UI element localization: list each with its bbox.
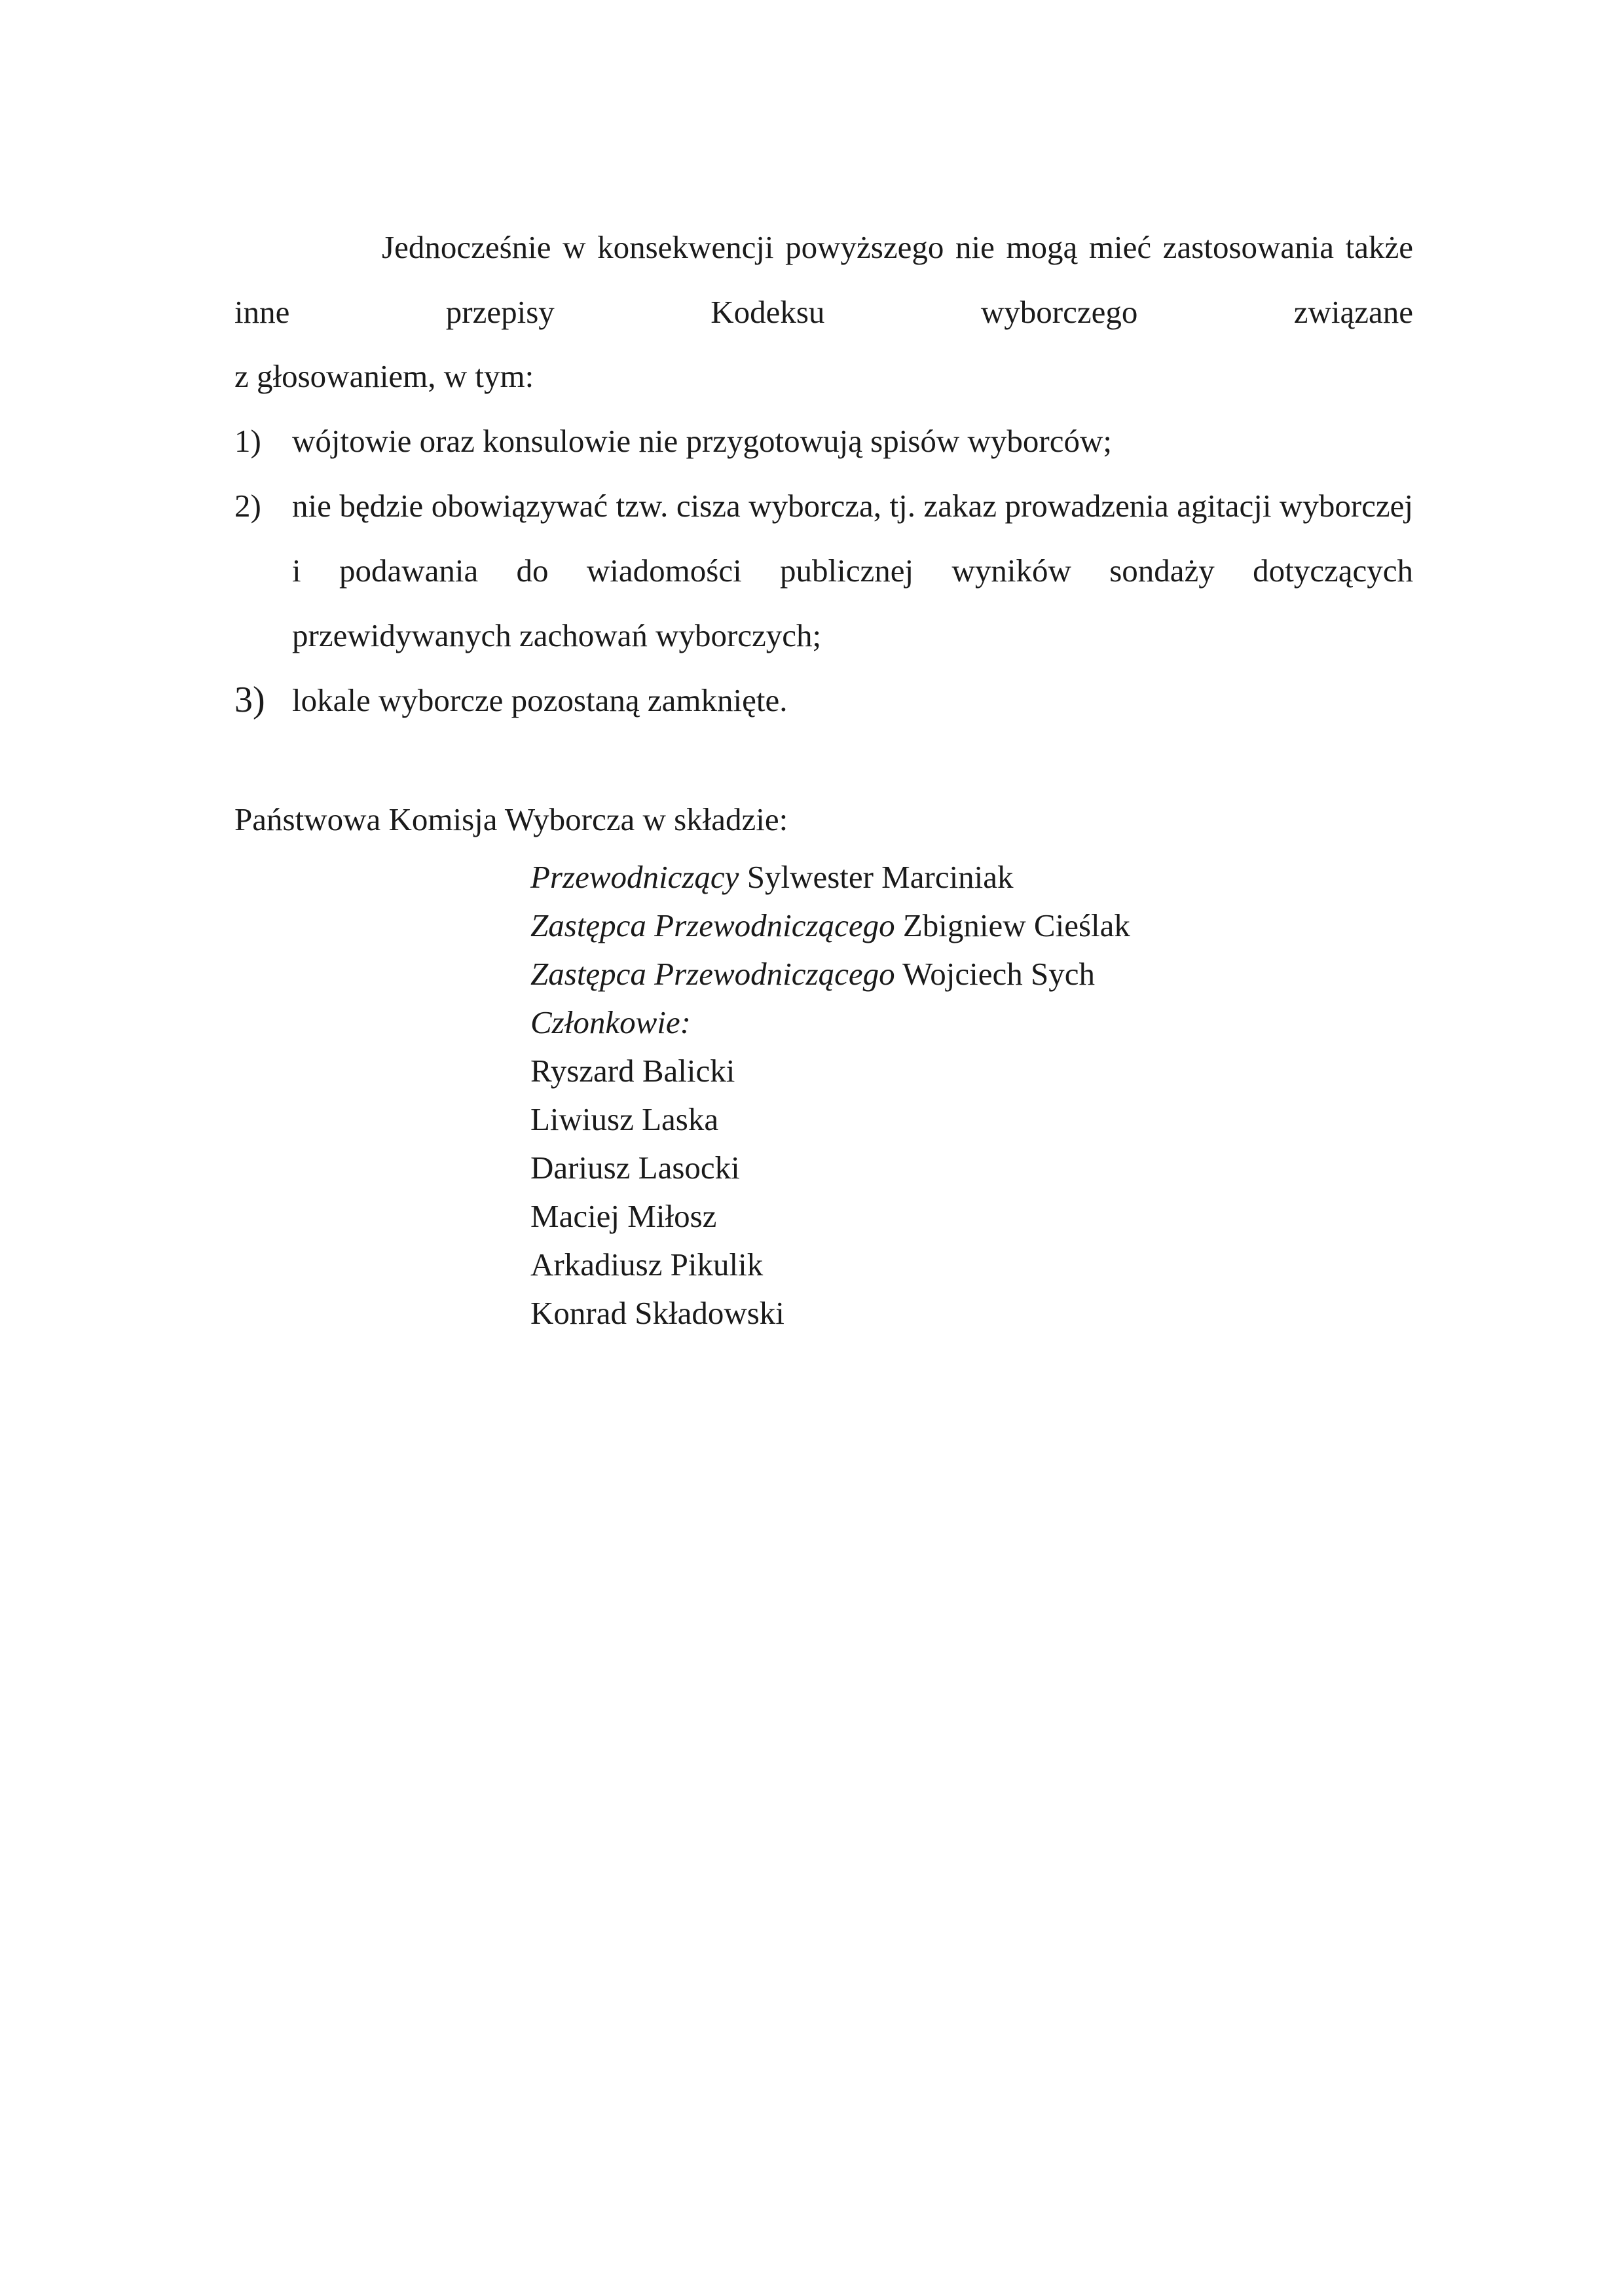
role-label: Przewodniczący [530, 859, 739, 895]
member-name: Liwiusz Laska [530, 1101, 719, 1137]
person-name: Wojciech Sych [902, 956, 1096, 992]
list-text: lokale wyborcze pozostaną zamknięte. [292, 682, 788, 718]
member-name: Arkadiusz Pikulik [530, 1247, 764, 1283]
role-label: Zastępca Przewodniczącego [530, 907, 895, 943]
paragraph-intro-end: z głosowaniem, w tym: [234, 358, 534, 394]
members-label: Członkowie: [530, 1004, 691, 1040]
person-name: Sylwester Marciniak [747, 859, 1014, 895]
person-name: Zbigniew Cieślak [902, 907, 1130, 943]
deputy-line [530, 902, 1130, 950]
member-name: Ryszard Balicki [530, 1053, 735, 1089]
list-number: 3) [234, 680, 265, 720]
list-item [234, 668, 1413, 733]
commission-composition [530, 853, 1130, 1338]
list-number: 2) [234, 488, 261, 524]
commission-header: Państwowa Komisja Wyborcza w składzie: [234, 801, 788, 837]
member-name: Dariusz Lasocki [530, 1150, 740, 1186]
list-text: nie będzie obowiązywać tzw. cisza wyborcza, tj. zakaz prowadzenia agitacji wyborczej i podawania do wiadomości publicznej wyników sondaży dotyczących przewidywanych zachowań wyborczych; [292, 488, 1413, 653]
deputy-line [530, 950, 1130, 998]
list-item [234, 409, 1413, 473]
member-name: Maciej Miłosz [530, 1198, 717, 1234]
list-number: 1) [234, 423, 261, 459]
role-label: Zastępca Przewodniczącego [530, 956, 895, 992]
paragraph-intro: Jednocześnie w konsekwencji powyższego nie mogą mieć zastosowania także inne przepisy Kodeksu wyborczego związane [234, 229, 1413, 330]
member-name: Konrad Składowski [530, 1295, 784, 1331]
chair-line [530, 853, 1130, 902]
list-item [234, 473, 1413, 668]
list-text: wójtowie oraz konsulowie nie przygotowują spisów wyborców; [292, 423, 1112, 459]
